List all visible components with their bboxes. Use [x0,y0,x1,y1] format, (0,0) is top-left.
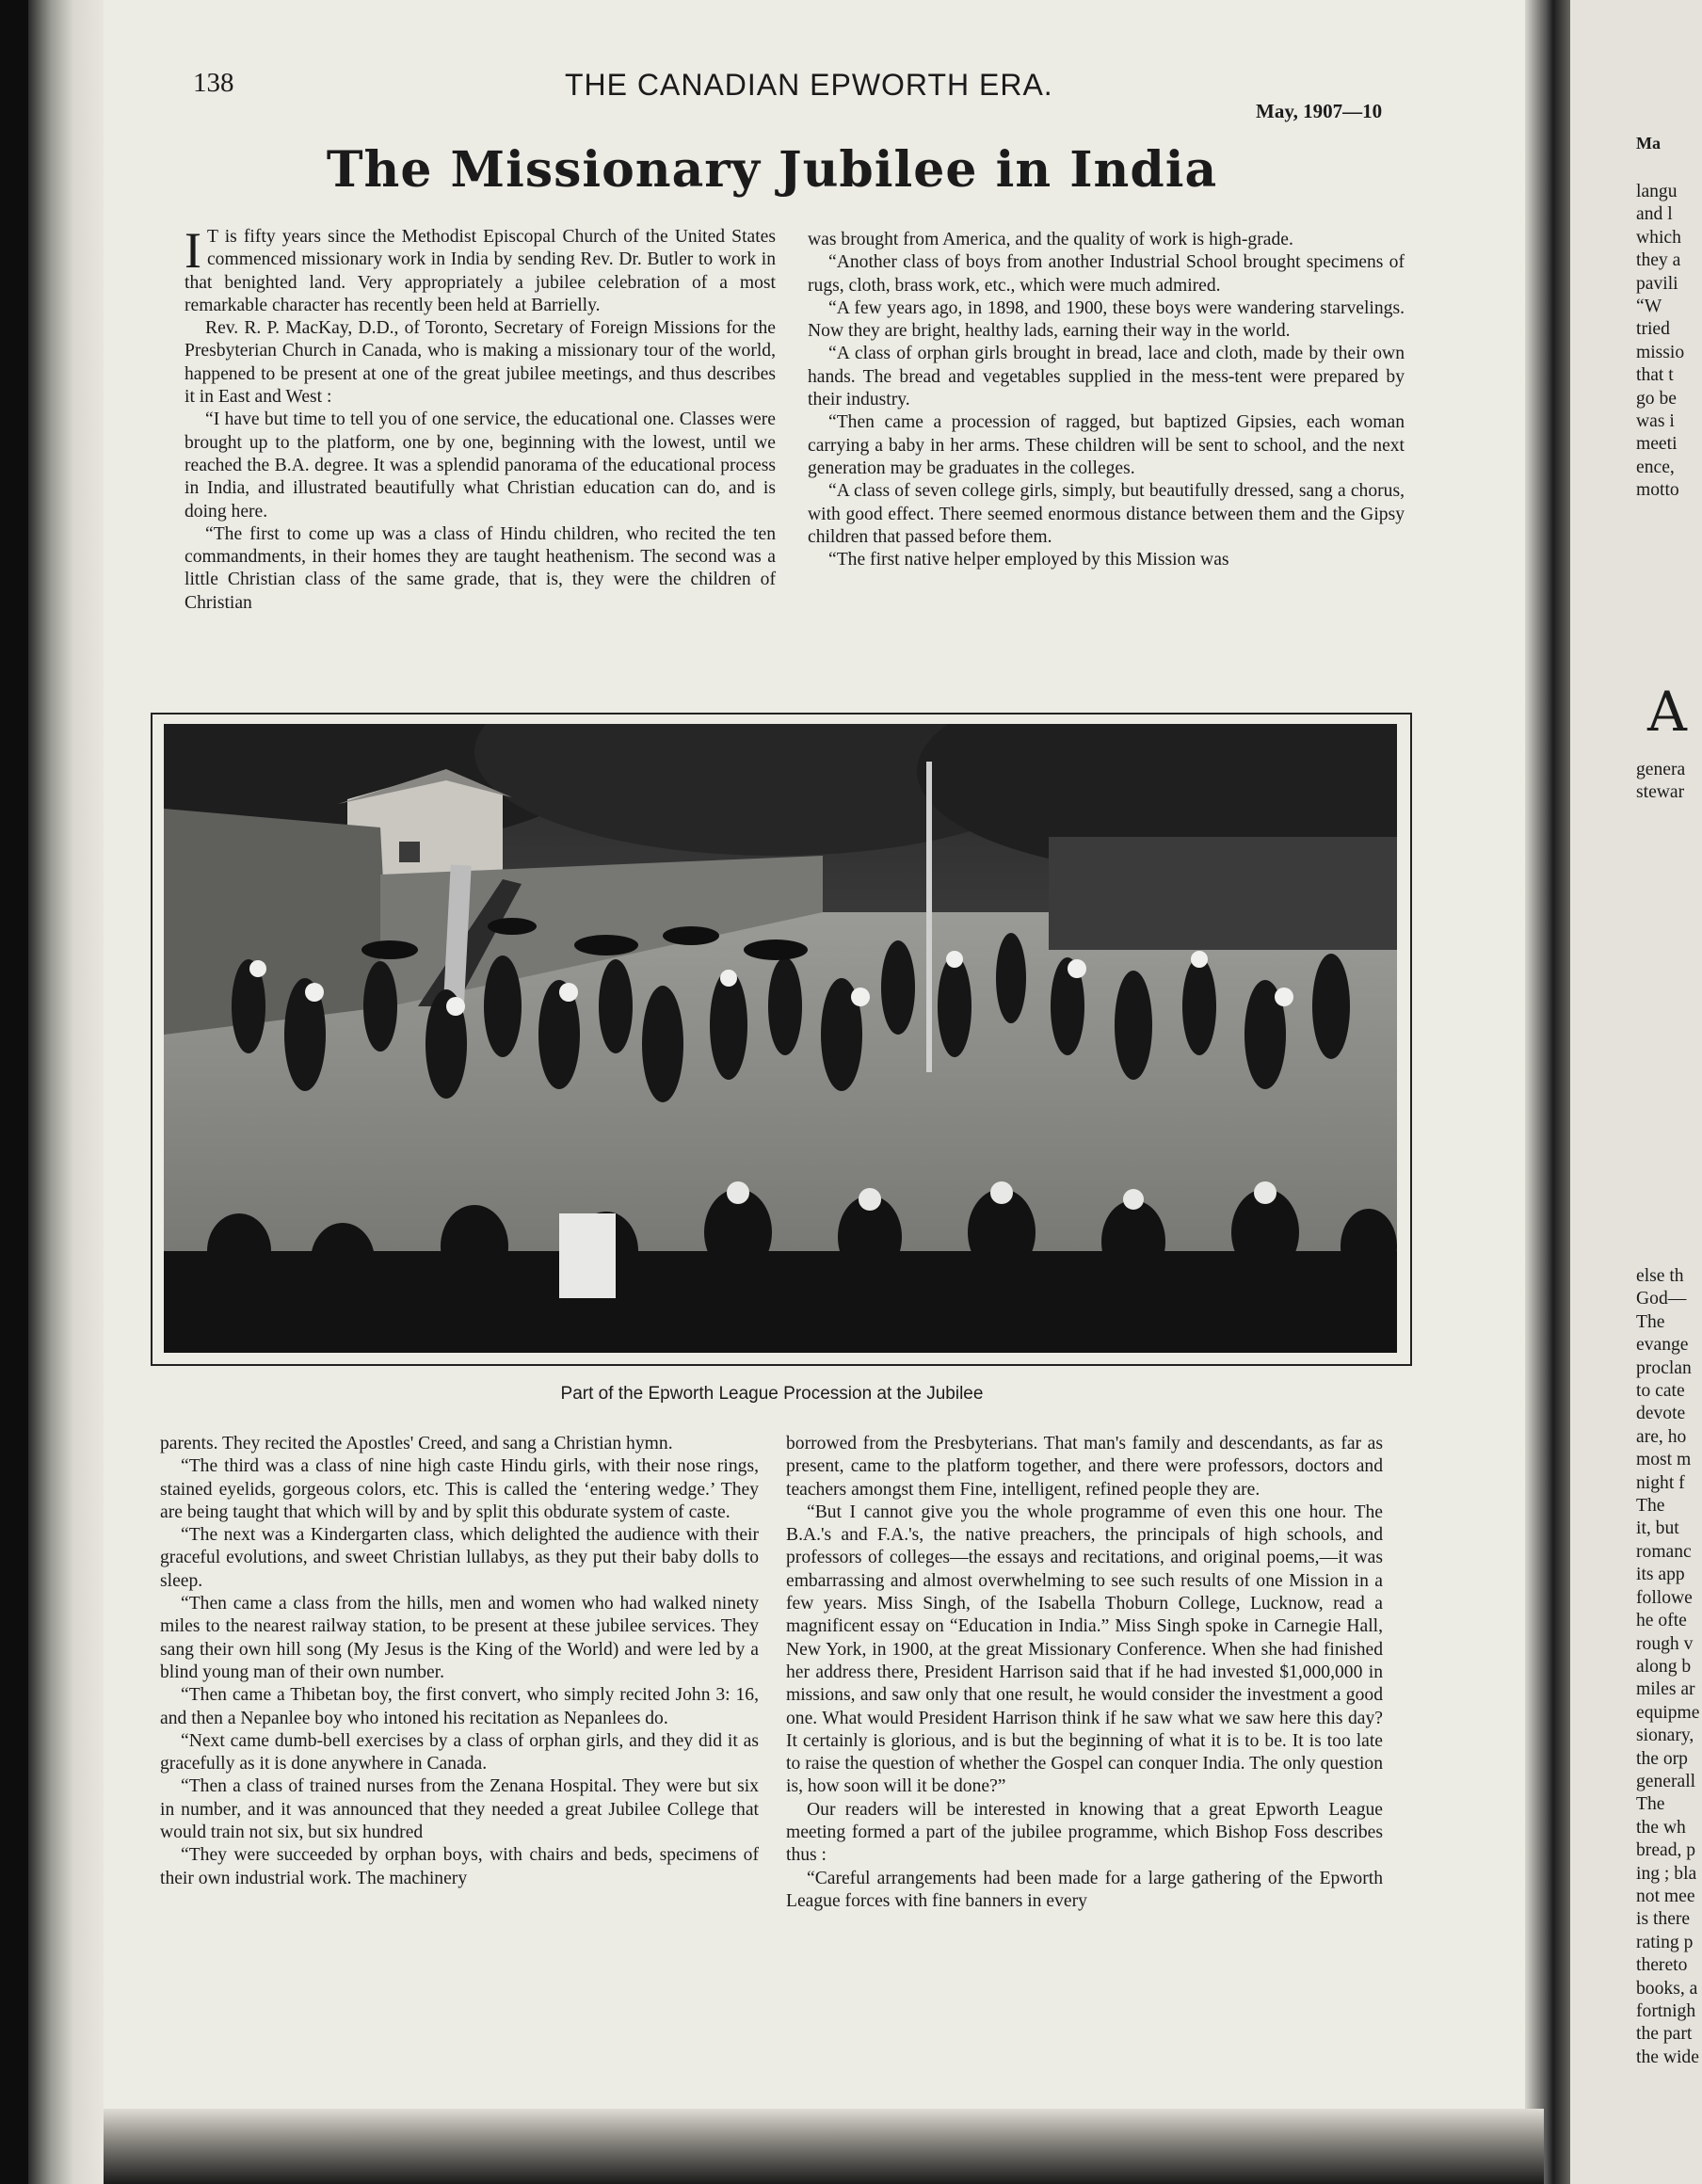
right-page-line: are, ho [1636,1426,1687,1447]
right-page-line: he ofte [1636,1611,1687,1631]
right-page-line: genera [1636,760,1686,779]
column-1 [185,222,776,615]
column-4 [786,1433,1383,1913]
right-page-line: thereto [1636,1955,1688,1976]
right-page-line: the orp [1636,1748,1688,1769]
right-page-line: and l [1636,204,1673,225]
right-page-line: it, but [1636,1518,1679,1539]
photo-caption: Part of the Epworth League Procession at the Jubilee [560,1384,984,1404]
right-page-line: followe [1636,1587,1693,1608]
procession-photograph [164,724,1397,1353]
page-number: 138 [193,68,234,98]
right-page-line: tried [1636,319,1670,340]
paragraph: “A class of seven college girls, simply, but beautifully dressed, sang a chorus, with good effect. There seemed enormous distance between them and the Gipsy children that passed before them. [808,481,1405,547]
paragraph: “Careful arrangements had been made for a large gathering of the Epworth League forces with fine banners in every [786,1868,1383,1911]
photo-frame [151,713,1412,1366]
right-page-line: stewar [1636,782,1685,803]
paragraph: “I have but time to tell you of one service, the educational one. Classes were brought up to the platform, one by one, beginning with the lowest, until we reached the B.A. degree. It was a splendid panorama of the educational process in India, and illustrated beautifully what Christian education can do, and is doing here. [185,410,776,522]
right-page-line: langu [1636,182,1678,201]
paragraph: Our readers will be interested in knowing that a great Epworth League meeting formed a part of the jubilee programme, which Bishop Foss describes thus : [786,1799,1383,1866]
article-title: The Missionary Jubilee in India [326,141,1218,199]
right-page-line: was i [1636,411,1675,432]
paragraph: IT is fifty years since the Methodist Episcopal Church of the United States commenced missionary work in India by sending Rev. Dr. Butler to work in that benighted land. Very appropriately a jubilee celebration of a most remarkable character has recently been held at Barrielly. [185,222,776,315]
right-page-line: sionary, [1636,1726,1694,1746]
right-page-top-text [1636,181,1702,503]
right-page-line: motto [1636,480,1679,501]
right-page-line: equipme [1636,1702,1700,1723]
right-page-line: miles ar [1636,1679,1695,1700]
right-page-line: bread, p [1636,1840,1696,1861]
right-page-line: ing ; bla [1636,1863,1697,1884]
paragraph: “Another class of boys from another Industrial School brought specimens of rugs, cloth, brass work, etc., which were much admired. [808,252,1405,296]
right-page-big-letter: A [1647,680,1687,744]
right-page-line: God— [1636,1289,1687,1309]
right-page-line: The [1636,1311,1665,1332]
paragraph: was brought from America, and the quality of work is high-grade. [808,230,1293,249]
paragraph: Rev. R. P. MacKay, D.D., of Toronto, Secretary of Foreign Missions for the Presbyterian Church in Canada, who is making a missionary tour of the world, happened to be present at one of the great jubilee meetings, and thus describes it in East and West : [185,318,776,408]
right-page-line: books, a [1636,1978,1698,1999]
book-binding-edge [28,0,104,2184]
issue-date: May, 1907—10 [1256,100,1383,122]
paragraph: parents. They recited the Apostles' Creed, and sang a Christian hymn. [160,1434,673,1453]
right-page-line: go be [1636,388,1677,409]
paragraph: “A class of orphan girls brought in bread, lace and cloth, made by their own hands. The bread and vegetables supplied in the mess-tent were prepared by their industry. [808,344,1405,410]
right-page-line: devote [1636,1404,1686,1424]
paragraph: “Then came a Thibetan boy, the first convert, who simply recited John 3: 16, and then a Nepanlee boy who intoned his recitation as Nepanlees do. [160,1685,759,1728]
page-bottom-edge [104,2109,1544,2184]
paragraph: “The third was a class of nine high caste Hindu girls, with their nose rings, stained eyelids, gorgeous colors, etc. This is called the ‘entering wedge.’ They are being taught that which will by and by split this obdurate system of caste. [160,1456,759,1522]
right-page-line: ence, [1636,457,1675,477]
right-page-line: the wh [1636,1817,1686,1838]
right-page-line: else th [1636,1266,1684,1286]
right-page-line: night f [1636,1472,1685,1493]
right-page-line: evange [1636,1335,1689,1356]
paragraph: “The next was a Kindergarten class, which delighted the audience with their graceful evolutions, and sweet Christian lullabys, as they put their baby dolls to sleep. [160,1525,759,1591]
column-2 [808,229,1405,571]
right-page-line: not mee [1636,1886,1695,1906]
right-page-line: they a [1636,250,1681,271]
paragraph: “But I cannot give you the whole programme of even this one hour. The B.A.'s and F.A.'s, the native preachers, the principals of high schools, and professors of colleges—the essays and recitations, and original poems,—it was embarrassing and almost overwhelming to see such results of one Mission in a few years. Miss Singh, of the Isabella Thoburn College, Lucknow, read a magnificent essay on “Education in India.” Miss Singh spoke in Carnegie Hall, New York, in 1900, at the great Missionary Conference. When she had finished her address there, President Harrison said that if he had invested $1,000,000 in missions, and saw only that one result, he would consider the investment a good one. What would President Harrison think if he saw what we saw here this day? It certainly is glorious, and is but the beginning of what it is to be. It is too late to raise the question of whether the Gospel can conquer India. The only question is, how soon will it be done?” [786,1502,1383,1797]
right-page-line: is there [1636,1909,1691,1930]
right-page-line: rough v [1636,1633,1694,1654]
journal-title: THE CANADIAN EPWORTH ERA. [565,68,1053,102]
right-page-line: missio [1636,342,1685,362]
right-page-line: most m [1636,1450,1692,1470]
paragraph: “Then a class of trained nurses from the Zenana Hospital. They were but six in number, and it was announced that they needed a great Jubilee College that would train not six, but six hundred [160,1776,759,1843]
right-page-mid-text [1636,759,1702,805]
right-page-line: fortnigh [1636,2001,1696,2021]
right-page-line: that t [1636,365,1674,386]
right-page-line: its app [1636,1565,1685,1585]
right-page-line: proclan [1636,1357,1692,1378]
right-page-line: romanc [1636,1541,1692,1562]
right-page-line: The [1636,1496,1665,1517]
right-page-line: generall [1636,1771,1696,1791]
paragraph: “They were succeeded by orphan boys, with chairs and beds, specimens of their own industrial work. The machinery [160,1845,759,1888]
right-page-line: the part [1636,2024,1693,2045]
paragraph: “Then came a class from the hills, men and women who had walked ninety miles to the nearest railway station, to be present at these jubilee services. They sang their own hill song (My Jesus is the King of the World) and were led by a blind young man of their own number. [160,1594,759,1682]
paragraph: “The first native helper employed by this Mission was [828,550,1229,570]
right-page-line: which [1636,227,1681,248]
paragraph: “A few years ago, in 1898, and 1900, these boys were wandering starvelings. Now they are bright, healthy lads, earning their way in the world. [808,297,1405,342]
paragraph: “Then came a procession of ragged, but baptized Gipsies, each woman carrying a baby in her arms. These children will be sent to school, and the next generation may be graduates in the colleges. [808,412,1405,478]
right-page-bottom-text [1636,1265,1702,2069]
right-page-header: Ma [1636,134,1661,153]
right-page-line: “W [1636,297,1662,317]
right-page-line: rating p [1636,1932,1694,1952]
book-gutter [1525,0,1572,2184]
right-page-line: to cate [1636,1381,1685,1402]
right-page-line: pavili [1636,273,1678,294]
right-page-line: meeti [1636,434,1678,455]
right-page-line: The [1636,1794,1665,1815]
column-3 [160,1433,759,1890]
right-page-line: along b [1636,1656,1692,1677]
paragraph: “The first to come up was a class of Hindu children, who recited the ten commandments, in their homes they are taught heathenism. The second was a little Christian class of the same grade, that is, they were the children of Christian [185,523,776,613]
paragraph: borrowed from the Presbyterians. That man's family and descendants, as far as present, came to the platform together, and there were professors, doctors and teachers amongst them Fine, intelligent, refined people they are. [786,1434,1383,1500]
paragraph: “Next came dumb-bell exercises by a class of orphan girls, and they did it as gracefully as it is done anywhere in Canada. [160,1730,759,1774]
right-page-line: the wide [1636,2047,1699,2067]
